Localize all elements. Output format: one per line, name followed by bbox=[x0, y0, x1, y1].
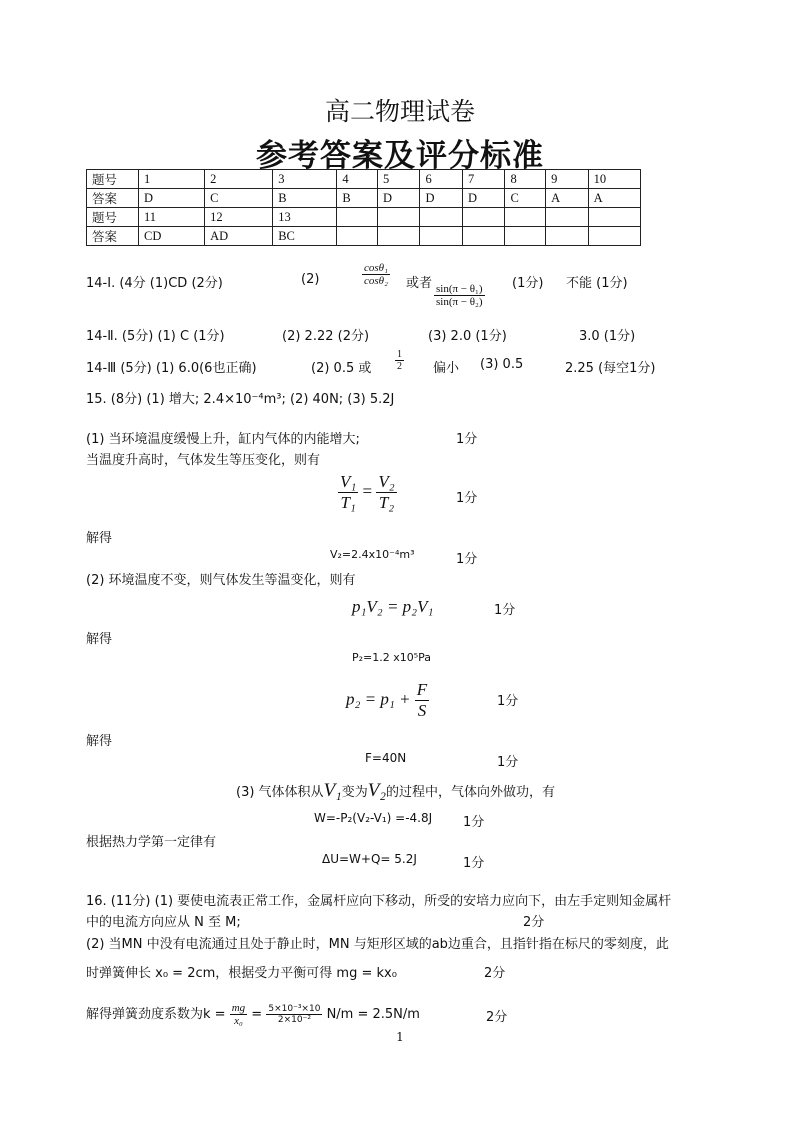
table-cell bbox=[462, 208, 505, 227]
q16-l5-score: 2分 bbox=[486, 1010, 508, 1025]
q15-eq3-num: F bbox=[416, 680, 428, 699]
table-cell: C bbox=[205, 189, 273, 208]
table-cell: 11 bbox=[139, 208, 205, 227]
table-cell: D bbox=[420, 189, 463, 208]
q15-fval-score: 1分 bbox=[497, 755, 519, 770]
q14-1-frac1 bbox=[362, 262, 390, 287]
q15-eq3-den: S bbox=[417, 701, 427, 720]
table-cell bbox=[377, 227, 420, 246]
table-cell: 13 bbox=[273, 208, 337, 227]
q16-l5-eq: = bbox=[251, 1007, 263, 1022]
q15-p4-c: 的过程中，气体向外做功，有 bbox=[386, 785, 556, 800]
q16-l5-a: 解得弹簧劲度系数为k = bbox=[86, 1007, 226, 1022]
q15-solve2: 解得 bbox=[86, 632, 113, 647]
table-cell: AD bbox=[205, 227, 273, 246]
q15-du-score: 1分 bbox=[463, 856, 485, 871]
table-cell: 9 bbox=[546, 170, 589, 189]
q14-1-part2: (2) bbox=[301, 272, 320, 287]
q16-l5-f2-num: 5×10⁻³×10 bbox=[268, 1004, 321, 1014]
q15-solve3: 解得 bbox=[86, 734, 113, 749]
table-cell: CD bbox=[139, 227, 205, 246]
table-cell bbox=[420, 227, 463, 246]
table-cell bbox=[462, 227, 505, 246]
q14-3-a: 14-Ⅲ (5分) (1) 6.0(6也正确) bbox=[86, 361, 257, 376]
q15-eq1-r-num: V₂ bbox=[378, 472, 395, 491]
q15-eq1-l-num: V₁ bbox=[340, 472, 357, 491]
q15-p2val: P₂=1.2 x10⁵Pa bbox=[352, 651, 432, 664]
table-cell: 3 bbox=[273, 170, 337, 189]
table-row bbox=[87, 189, 641, 208]
q15-v2-score: 1分 bbox=[456, 552, 478, 567]
q14-3-b: (2) 0.5 或 bbox=[311, 361, 372, 376]
q15-p4-v2: V₂ bbox=[367, 780, 387, 801]
table-cell: D bbox=[377, 189, 420, 208]
table-cell: B bbox=[337, 189, 378, 208]
q16-l5-f1-den: x₀ bbox=[234, 1015, 243, 1027]
paper-title: 参考答案及评分标准 bbox=[256, 138, 544, 174]
table-cell bbox=[546, 227, 589, 246]
table-cell bbox=[337, 227, 378, 246]
q14-3-half-den: 2 bbox=[397, 361, 402, 372]
q14-1-frac2-num: sin(π − θ₁) bbox=[436, 283, 483, 295]
q15-fval: F=40N bbox=[365, 751, 407, 765]
q14-1-frac1-num: cosθ₁ bbox=[364, 262, 388, 274]
q15-p1-score: 1分 bbox=[456, 432, 478, 447]
q15-eq1: $\frac{\text{V₁}}{\text{T₁}}$ = $\frac{\text{V₂}}{\text{T₂}}$ bbox=[340, 472, 395, 512]
q15-p2: 当温度升高时，气体发生等压变化，则有 bbox=[86, 453, 321, 468]
table-cell: C bbox=[505, 189, 546, 208]
q16-l5-f2-den: 2×10⁻² bbox=[277, 1015, 311, 1025]
q16-l5-f1-num: mg bbox=[231, 1002, 246, 1014]
page-number: 1 bbox=[396, 1030, 404, 1044]
table-cell: 7 bbox=[462, 170, 505, 189]
paper-subtitle: 高二物理试卷 bbox=[324, 97, 475, 126]
table-cell: 8 bbox=[505, 170, 546, 189]
q14-1-frac1-den: cosθ₂ bbox=[364, 275, 388, 287]
q16-l1: 16. (11分) (1) 要使电流表正常工作，金属杆应向下移动，所受的安培力应向下，由左手定则知金属杆 bbox=[86, 894, 672, 909]
q14-1-frac2-den: sin(π − θ₂) bbox=[436, 296, 483, 308]
table-cell bbox=[505, 208, 546, 227]
q14-1-prefix: 14-Ⅰ. (4分 (1)CD (2分) bbox=[86, 276, 223, 291]
table-cell: D bbox=[139, 189, 205, 208]
q14-2-b: (2) 2.22 (2分) bbox=[282, 329, 370, 344]
q16-l5-b: N/m = 2.5N/m bbox=[326, 1007, 420, 1022]
q15-p1: (1) 当环境温度缓慢上升，缸内气体的内能增大; bbox=[86, 432, 360, 447]
q14-1-score: (1分) bbox=[512, 276, 544, 291]
table-cell: B bbox=[273, 189, 337, 208]
q14-2-d: 3.0 (1分) bbox=[579, 329, 636, 344]
q15-eq1-l-den: T₁ bbox=[340, 493, 356, 512]
table-row bbox=[87, 208, 641, 227]
q15-solve1: 解得 bbox=[86, 531, 113, 546]
table-cell: D bbox=[462, 189, 505, 208]
table-row bbox=[87, 227, 641, 246]
table-cell: 4 bbox=[337, 170, 378, 189]
q14-3-c: 偏小 bbox=[433, 361, 460, 376]
q16-l2: 中的电流方向应从 N 至 M; bbox=[86, 915, 241, 930]
q16-l2-score: 2分 bbox=[523, 915, 545, 930]
q15-v2: V₂=2.4x10⁻⁴m³ bbox=[330, 548, 415, 561]
q15-p4 bbox=[236, 780, 555, 802]
table-cell: 答案 bbox=[87, 227, 139, 246]
table-cell bbox=[377, 208, 420, 227]
q15-p3: (2) 环境温度不变，则气体发生等温变化，则有 bbox=[86, 573, 356, 588]
q15-eq3-left: p₂ = p₁ + bbox=[346, 689, 411, 709]
q16-l3: (2) 当MN 中没有电流通过且处于静止时，MN 与矩形区域的ab边重合，且指针指在标尺的零刻度，此 bbox=[86, 937, 669, 952]
answer-table bbox=[86, 169, 641, 246]
table-cell: 12 bbox=[205, 208, 273, 227]
q14-1-cannot: 不能 (1分) bbox=[566, 276, 628, 291]
table-cell: 题号 bbox=[87, 208, 139, 227]
q14-3-d: (3) 0.5 bbox=[480, 357, 524, 372]
table-cell: 1 bbox=[139, 170, 205, 189]
table-cell bbox=[588, 208, 640, 227]
table-cell: 2 bbox=[205, 170, 273, 189]
q14-1-frac2 bbox=[434, 283, 485, 308]
table-cell bbox=[505, 227, 546, 246]
q14-2-c: (3) 2.0 (1分) bbox=[428, 329, 507, 344]
table-cell: 5 bbox=[377, 170, 420, 189]
q15-p4-a: (3) 气体体积从 bbox=[236, 785, 324, 800]
table-cell: A bbox=[588, 189, 640, 208]
q15-p4-b: 变为 bbox=[341, 785, 368, 800]
table-cell bbox=[337, 208, 378, 227]
table-cell: 10 bbox=[588, 170, 640, 189]
q14-3-e: 2.25 (每空1分) bbox=[565, 361, 656, 376]
q14-3-half-num: 1 bbox=[397, 349, 402, 360]
table-cell: 答案 bbox=[87, 189, 139, 208]
q16-l4-score: 2分 bbox=[484, 966, 506, 981]
table-cell bbox=[546, 208, 589, 227]
q14-1-or: 或者 bbox=[406, 276, 433, 291]
q15-eq3 bbox=[346, 680, 429, 721]
table-cell bbox=[420, 208, 463, 227]
q15-wval: W=-P₂(V₂-V₁) =-4.8J bbox=[314, 811, 433, 825]
q15-eq1-score: 1分 bbox=[456, 491, 478, 506]
table-cell: 6 bbox=[420, 170, 463, 189]
table-row bbox=[87, 170, 641, 189]
q15-p4-v1: V₁ bbox=[323, 780, 342, 801]
q15-summary: 15. (8分) (1) 增大; 2.4×10⁻⁴m³; (2) 40N; (3) 5.2J bbox=[86, 392, 395, 407]
table-cell bbox=[588, 227, 640, 246]
q15-eq3-score: 1分 bbox=[497, 694, 519, 709]
q15-eq2-score: 1分 bbox=[494, 603, 516, 618]
q14-3-half bbox=[395, 349, 404, 372]
table-cell: BC bbox=[273, 227, 337, 246]
table-cell: 题号 bbox=[87, 170, 139, 189]
q15-law: 根据热力学第一定律有 bbox=[86, 835, 217, 850]
q15-wval-score: 1分 bbox=[463, 815, 485, 830]
q15-eq2: p₁V₂ = p₂V₁ bbox=[352, 597, 434, 616]
q15-du: ΔU=W+Q= 5.2J bbox=[322, 852, 417, 866]
q16-l4: 时弹簧伸长 x₀ = 2cm，根据受力平衡可得 mg = kx₀ bbox=[86, 966, 397, 981]
table-cell: A bbox=[546, 189, 589, 208]
q15-eq1-r-den: T₂ bbox=[378, 493, 395, 512]
q14-2-a: 14-Ⅱ. (5分) (1) C (1分) bbox=[86, 329, 225, 344]
q16-l5 bbox=[86, 1002, 420, 1027]
